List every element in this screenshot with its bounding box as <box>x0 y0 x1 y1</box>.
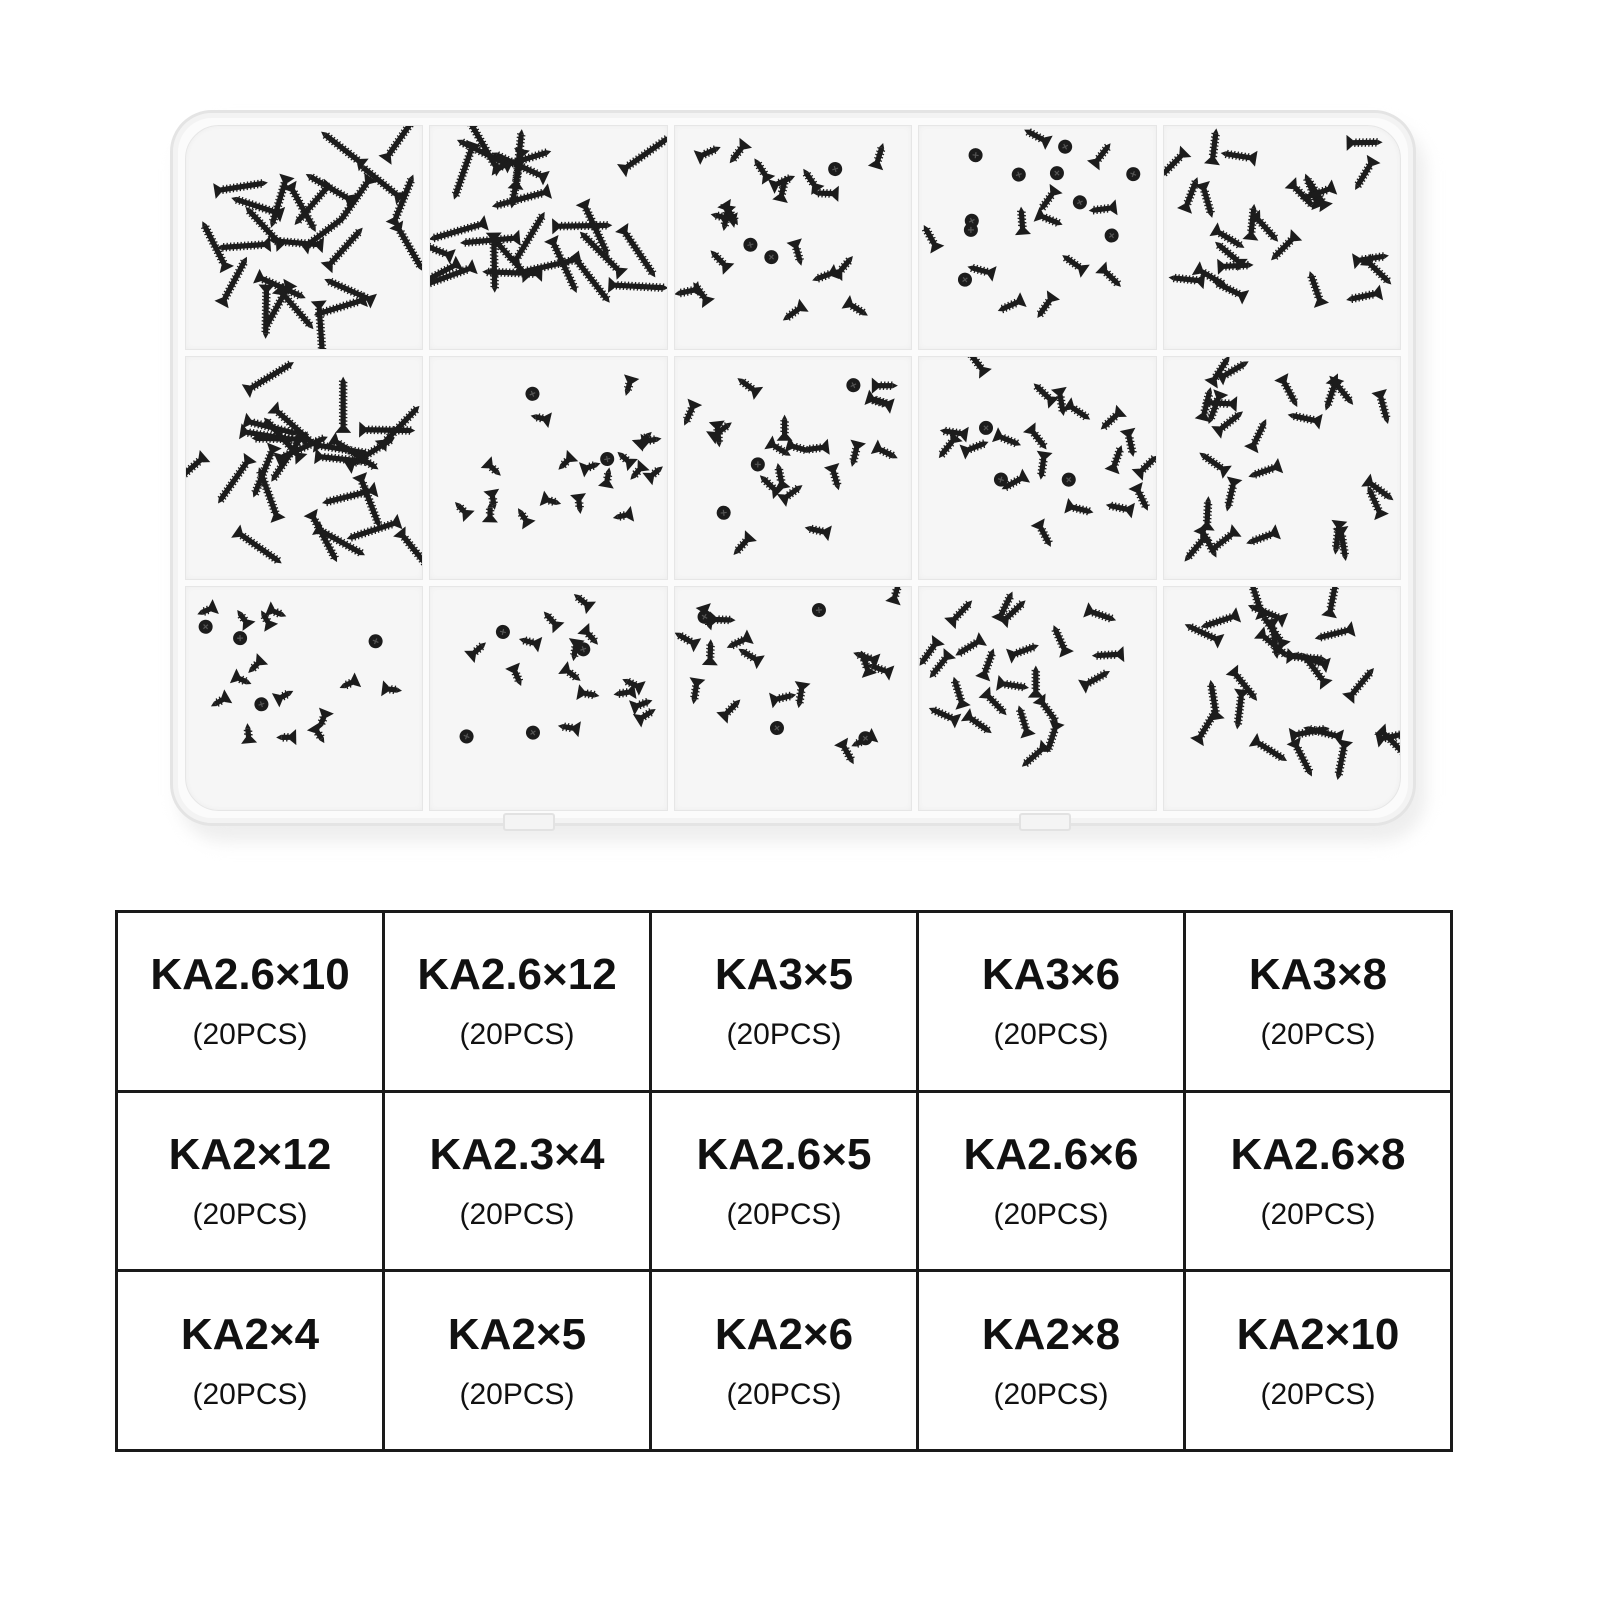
screw-icon <box>598 466 617 489</box>
screw-icon <box>1245 458 1282 484</box>
screw-icon <box>552 217 612 234</box>
table-row <box>117 1091 1452 1271</box>
screw-icon <box>517 632 542 653</box>
screw-icon <box>709 612 736 629</box>
screw-icon <box>643 460 667 485</box>
screw-icon <box>1065 498 1096 520</box>
screw-icon <box>811 603 826 618</box>
screw-icon <box>716 694 746 724</box>
screw-icon <box>570 493 588 515</box>
screw-cluster <box>430 587 666 810</box>
screw-icon <box>968 147 984 163</box>
screw-icon <box>352 472 387 530</box>
screw-icon <box>1105 442 1130 474</box>
screw-icon <box>1104 497 1135 519</box>
screw-icon <box>1078 664 1114 694</box>
screw-icon <box>675 626 701 653</box>
quantity-label: (20PCS) <box>192 1197 308 1231</box>
screw-icon <box>1031 290 1060 322</box>
size-label: KA2×4 <box>180 1309 320 1359</box>
screw-cluster <box>186 587 422 810</box>
compartment <box>674 125 912 350</box>
screw-icon <box>276 729 296 745</box>
screw-icon <box>389 220 422 275</box>
compartment <box>674 356 912 581</box>
screw-icon <box>1056 137 1075 156</box>
screw-icon <box>955 270 975 290</box>
screw-icon <box>1371 389 1395 426</box>
screw-icon <box>1087 138 1117 170</box>
screw-icon <box>1274 373 1304 411</box>
screw-icon <box>1348 155 1380 194</box>
screw-icon <box>512 503 536 529</box>
screw-icon <box>1209 222 1248 254</box>
quantity-label: (20PCS) <box>993 1377 1109 1411</box>
screw-icon <box>802 438 830 457</box>
screw-icon <box>458 728 476 746</box>
compartment <box>429 586 667 811</box>
screw-cluster <box>675 357 911 580</box>
quantity-label: (20PCS) <box>993 1018 1109 1052</box>
screw-icon <box>776 414 792 440</box>
screw-icon <box>1028 666 1044 698</box>
size-label: KA3×5 <box>714 950 854 1000</box>
product-photo <box>170 110 1430 842</box>
screw-icon <box>786 238 809 267</box>
screw-icon <box>1063 397 1095 426</box>
table-row <box>117 912 1452 1092</box>
size-label: KA2×10 <box>1236 1309 1400 1359</box>
screw-icon <box>608 277 666 296</box>
compartment <box>1163 586 1401 811</box>
screw-icon <box>732 371 762 399</box>
screw-icon <box>1058 249 1090 278</box>
quantity-label: (20PCS) <box>726 1377 842 1411</box>
quantity-label: (20PCS) <box>726 1197 842 1231</box>
quantity-label: (20PCS) <box>1260 1197 1376 1231</box>
screw-icon <box>1031 518 1058 550</box>
quantity-label: (20PCS) <box>726 1018 842 1052</box>
screw-icon <box>944 595 978 629</box>
screw-cluster <box>919 126 1155 349</box>
screw-icon <box>378 126 422 165</box>
table-cell <box>918 1091 1185 1271</box>
screw-icon <box>213 175 269 199</box>
screw-icon <box>283 181 323 236</box>
screw-icon <box>1243 524 1280 551</box>
screw-icon <box>1033 450 1053 480</box>
screw-icon <box>599 450 615 466</box>
screw-icon <box>1219 476 1242 513</box>
size-label: KA2.6×12 <box>417 950 617 1000</box>
screw-icon <box>216 236 271 256</box>
screw-icon <box>1361 473 1398 506</box>
screw-icon <box>524 723 544 743</box>
screw-icon <box>242 357 298 398</box>
screw-icon <box>995 292 1027 318</box>
screw-cluster <box>675 587 911 810</box>
screw-icon <box>1021 126 1053 150</box>
box-latch <box>1019 813 1071 831</box>
screw-icon <box>961 708 996 740</box>
table-cell <box>651 1091 918 1271</box>
screw-cluster <box>430 126 666 349</box>
screw-icon <box>747 154 775 185</box>
screw-icon <box>1190 704 1224 747</box>
screw-icon <box>393 526 422 579</box>
screw-icon <box>524 384 542 402</box>
table-cell <box>384 1091 651 1271</box>
screw-cluster <box>186 357 422 580</box>
screw-icon <box>366 632 384 650</box>
compartment <box>185 125 423 350</box>
screw-icon <box>693 140 723 165</box>
screw-icon <box>675 281 701 302</box>
screw-icon <box>1023 422 1053 454</box>
compartment <box>1163 125 1401 350</box>
screw-icon <box>716 505 731 520</box>
screw-icon <box>1219 145 1257 166</box>
screw-icon <box>1059 469 1079 489</box>
screw-icon <box>344 514 402 547</box>
screw-icon <box>926 701 962 729</box>
screw-icon <box>824 463 847 492</box>
screw-icon <box>1204 127 1224 165</box>
quantity-label: (20PCS) <box>993 1197 1109 1231</box>
screw-icon <box>311 300 331 348</box>
screw-icon <box>336 673 361 696</box>
screw-icon <box>579 455 603 477</box>
quantity-label: (20PCS) <box>1260 1018 1376 1052</box>
screw-icon <box>976 418 996 438</box>
compartment <box>185 356 423 581</box>
screw-icon <box>919 221 944 253</box>
screw-icon <box>1202 679 1224 721</box>
table-cell <box>384 1271 651 1451</box>
screw-icon <box>1092 646 1125 664</box>
table-row <box>117 1271 1452 1451</box>
size-label: KA2.6×5 <box>696 1129 872 1179</box>
screw-icon <box>750 457 765 472</box>
screw-icon <box>1244 415 1273 453</box>
screw-icon <box>979 687 1013 721</box>
screw-icon <box>540 490 564 511</box>
screw-icon <box>1302 268 1329 307</box>
compartment <box>429 356 667 581</box>
screw-icon <box>803 519 832 541</box>
screw-icon <box>335 376 351 432</box>
screw-icon <box>1028 377 1059 408</box>
screw-cluster <box>1164 357 1400 580</box>
screw-icon <box>1342 663 1380 704</box>
quantity-label: (20PCS) <box>192 1018 308 1052</box>
screw-cluster <box>186 126 422 349</box>
screw-icon <box>253 696 271 714</box>
screw-icon <box>992 427 1024 452</box>
screw-icon <box>871 439 901 465</box>
quantity-label: (20PCS) <box>192 1377 308 1411</box>
compartment <box>185 586 423 811</box>
screw-icon <box>207 690 232 714</box>
screw-icon <box>316 126 368 171</box>
table-cell <box>651 912 918 1092</box>
screw-icon <box>677 398 702 428</box>
screw-icon <box>577 685 601 705</box>
screw-icon <box>263 174 294 230</box>
screw-icon <box>559 661 586 687</box>
screw-icon <box>1229 689 1250 731</box>
screw-icon <box>778 299 808 327</box>
screw-icon <box>868 141 891 171</box>
table-cell <box>117 912 384 1092</box>
screw-icon <box>307 722 331 748</box>
compartment <box>918 356 1156 581</box>
screw-icon <box>557 718 581 737</box>
screw-icon <box>742 236 759 253</box>
screw-icon <box>386 171 421 227</box>
table-cell <box>117 1271 384 1451</box>
compartment <box>429 125 667 350</box>
quantity-label: (20PCS) <box>459 1197 575 1231</box>
quantity-label: (20PCS) <box>459 1377 575 1411</box>
screw-icon <box>1017 740 1052 773</box>
screw-icon <box>231 606 256 632</box>
screw-icon <box>1286 737 1318 780</box>
screw-icon <box>612 506 635 526</box>
size-label: KA2.6×6 <box>963 1129 1139 1179</box>
screw-icon <box>1132 449 1156 480</box>
size-label: KA2×12 <box>168 1129 332 1179</box>
screw-icon <box>1124 165 1142 183</box>
screw-icon <box>506 663 529 690</box>
screw-icon <box>1033 184 1062 216</box>
screw-icon <box>1034 207 1066 232</box>
size-label: KA2×8 <box>981 1309 1121 1359</box>
screw-icon <box>809 264 839 288</box>
screw-icon <box>495 624 512 641</box>
screw-icon <box>243 653 268 679</box>
table-cell <box>918 1271 1185 1451</box>
screw-icon <box>1011 703 1036 738</box>
screw-icon <box>1083 603 1119 629</box>
screw-cluster <box>675 126 911 349</box>
compartment <box>918 125 1156 350</box>
table-cell <box>918 912 1185 1092</box>
table-cell <box>384 912 651 1092</box>
table-cell <box>117 1091 384 1271</box>
screw-cluster <box>919 587 1155 810</box>
table-cell <box>1185 912 1452 1092</box>
screw-cluster <box>430 357 666 580</box>
screw-icon <box>484 488 503 511</box>
screw-icon <box>196 617 216 637</box>
screw-icon <box>465 637 492 664</box>
screw-icon <box>702 639 719 666</box>
screw-icon <box>233 631 248 646</box>
screw-icon <box>1120 427 1142 458</box>
screw-cluster <box>1164 126 1400 349</box>
screw-icon <box>1010 166 1028 184</box>
screw-icon <box>529 408 552 428</box>
screw-icon <box>1102 226 1122 246</box>
screw-icon <box>885 587 908 605</box>
screw-icon <box>569 588 596 614</box>
size-label: KA3×8 <box>1248 950 1388 1000</box>
screw-icon <box>975 646 1001 682</box>
quantity-label: (20PCS) <box>1260 1377 1376 1411</box>
box-latch <box>503 813 555 831</box>
screw-icon <box>962 357 992 379</box>
screw-icon <box>964 223 978 237</box>
screw-icon <box>951 632 987 662</box>
screw-icon <box>239 723 257 744</box>
compartment-grid <box>185 125 1401 811</box>
screw-icon <box>723 138 752 168</box>
screw-icon <box>872 377 898 393</box>
screw-icon <box>734 642 765 669</box>
size-label: KA3×6 <box>981 950 1121 1000</box>
quantity-label: (20PCS) <box>459 1018 575 1052</box>
screw-icon <box>272 684 297 708</box>
screw-icon <box>844 375 863 394</box>
screw-cluster <box>1164 587 1400 810</box>
screw-icon <box>231 524 286 569</box>
screw-icon <box>1013 206 1031 235</box>
size-label: KA2.6×10 <box>150 950 350 1000</box>
screw-icon <box>1046 622 1074 658</box>
screw-icon <box>481 456 507 481</box>
screw-icon <box>1248 733 1290 768</box>
screw-icon <box>769 687 798 709</box>
screw-icon <box>996 675 1030 696</box>
screw-icon <box>186 450 210 499</box>
screw-icon <box>1047 163 1067 183</box>
organizer-box <box>170 110 1416 826</box>
screw-cluster <box>919 357 1155 580</box>
screw-icon <box>767 718 787 738</box>
screw-icon <box>617 130 666 178</box>
table-cell <box>651 1271 918 1451</box>
screw-icon <box>1211 405 1248 439</box>
screw-icon <box>613 445 639 470</box>
screw-icon <box>1088 199 1118 218</box>
screw-icon <box>1071 193 1090 212</box>
screw-icon <box>1344 285 1383 308</box>
screw-icon <box>1329 739 1352 781</box>
screw-icon <box>1164 146 1191 183</box>
screw-icon <box>211 453 256 508</box>
screw-icon <box>641 430 663 449</box>
screw-icon <box>327 432 383 476</box>
screw-icon <box>1095 262 1126 293</box>
screw-icon <box>705 245 735 275</box>
table-cell <box>1185 1091 1452 1271</box>
screw-icon <box>1194 181 1219 220</box>
table-cell <box>1185 1271 1452 1451</box>
size-label: KA2×6 <box>714 1309 854 1359</box>
compartment <box>674 586 912 811</box>
screw-icon <box>844 439 866 468</box>
screw-icon <box>1194 446 1231 479</box>
screw-icon <box>685 678 705 706</box>
compartment <box>918 586 1156 811</box>
screw-icon <box>312 521 369 562</box>
screw-icon <box>354 158 406 205</box>
screw-icon <box>1312 621 1355 646</box>
size-label: KA2.6×8 <box>1230 1129 1406 1179</box>
screw-icon <box>1177 174 1205 213</box>
screw-icon <box>1321 587 1344 618</box>
screw-icon <box>450 496 475 522</box>
size-label: KA2.3×4 <box>429 1129 605 1179</box>
size-label: KA2×5 <box>447 1309 587 1359</box>
screw-icon <box>946 675 971 710</box>
compartment <box>1163 356 1401 581</box>
screw-icon <box>1286 406 1323 429</box>
screw-icon <box>538 606 565 633</box>
screw-icon <box>727 530 756 560</box>
screw-icon <box>841 295 872 322</box>
screw-icon <box>1198 495 1216 530</box>
screw-icon <box>553 450 578 476</box>
screw-icon <box>826 160 843 177</box>
screw-icon <box>272 283 320 334</box>
screw-icon <box>381 681 403 699</box>
screw-icon <box>1006 638 1042 664</box>
screw-icon <box>1346 134 1382 151</box>
size-table <box>115 910 1453 1452</box>
screw-icon <box>619 374 640 398</box>
screw-icon <box>194 600 219 623</box>
screw-icon <box>761 247 781 267</box>
